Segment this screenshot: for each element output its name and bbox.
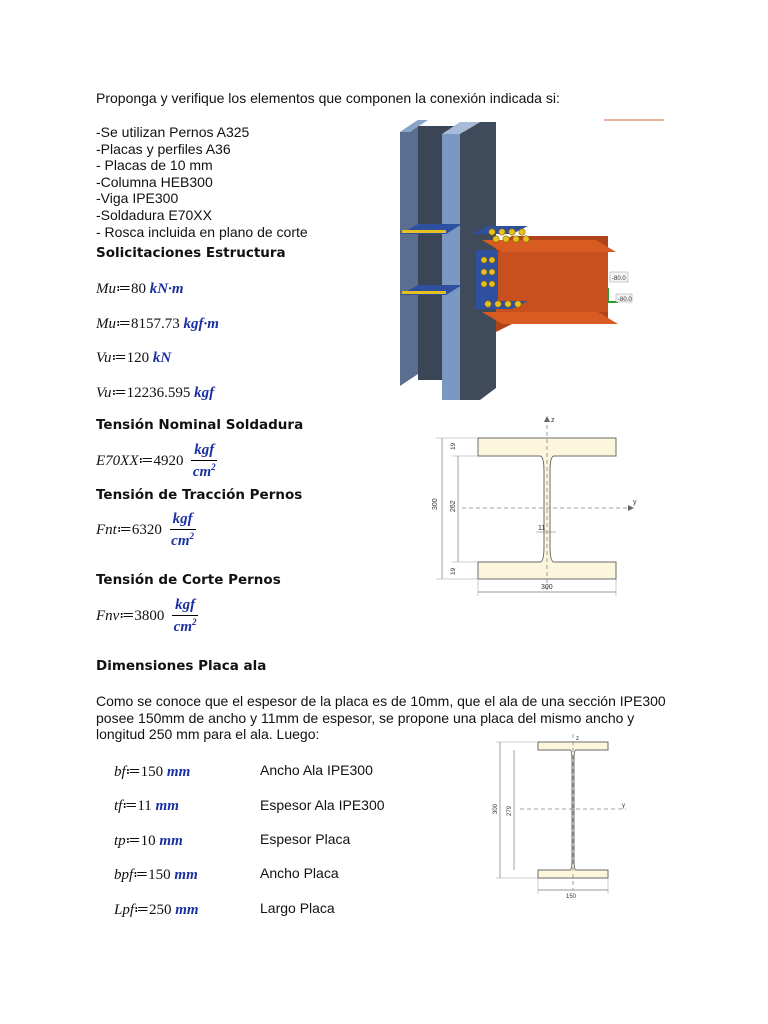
- z-axis-arrow-icon: [544, 416, 550, 422]
- condition-item: - Placas de 10 mm: [96, 157, 213, 174]
- ipe300-section-drawing: [490, 734, 636, 906]
- ipe-z-axis-label: z: [576, 736, 579, 742]
- condition-item: -Se utilizan Pernos A325: [96, 124, 250, 140]
- dim-tf-desc: Espesor Ala IPE300: [260, 797, 385, 813]
- beam-top-flange: [482, 240, 616, 252]
- ipe-height-label: 300: [493, 803, 499, 814]
- condition-item: -Viga IPE300: [96, 190, 179, 207]
- heb-web-height-label: 262: [450, 500, 457, 512]
- dim-lpf-desc: Largo Placa: [260, 900, 335, 916]
- heading-corte-pernos: Tensión de Corte Pernos: [96, 572, 281, 588]
- weld-bottom: [402, 291, 446, 294]
- condition-item: -Soldadura E70XX: [96, 206, 212, 223]
- dim-bpf: bpf≔150 mm: [114, 867, 198, 883]
- tag-label-1: -80.0: [612, 276, 626, 282]
- y-axis-label: y: [633, 499, 637, 506]
- column-front-flange-face: [442, 134, 460, 400]
- equation-vu-kgf: Vu≔12236.595 kgf: [96, 385, 215, 401]
- ipe-web-height-label: 279: [507, 805, 513, 816]
- heb300-section-drawing: [422, 412, 644, 602]
- dim-tp-desc: Espesor Placa: [260, 831, 351, 847]
- dim-bf-desc: Ancho Ala IPE300: [260, 762, 373, 778]
- tag-label-2: -80.0: [618, 297, 632, 303]
- heading-tension-soldadura: Tensión Nominal Soldadura: [96, 417, 304, 433]
- heb-web-thickness-label: 11: [538, 525, 546, 532]
- intro-text: Proponga y verifique los elementos que componen la conexión indicada si:: [96, 90, 560, 106]
- heb-width-label: 300: [541, 584, 553, 591]
- heading-placa-ala: Dimensiones Placa ala: [96, 658, 267, 674]
- equation-mu-kgf: Mu≔8157.73 kgf·m: [96, 316, 219, 332]
- heb-profile: [478, 438, 616, 579]
- condition-item: -Columna HEB300: [96, 173, 213, 190]
- equation-vu-kn: Vu≔120 kN: [96, 350, 172, 366]
- ipe-width-label: 150: [566, 894, 577, 900]
- heading-solicitaciones: Solicitaciones Estructura: [96, 245, 286, 261]
- equation-mu-kn: Mu≔80 kN·m: [96, 281, 184, 297]
- heading-traccion-pernos: Tensión de Tracción Pernos: [96, 487, 303, 503]
- dim-lpf: Lpf≔250 mm: [114, 902, 199, 918]
- equation-fnv: Fnv≔3800 $\frac{\text{kgf}}{cm^2}$: [96, 597, 197, 635]
- dim-tp: tp≔10 mm: [114, 833, 183, 849]
- heb-height-label: 300: [432, 498, 439, 510]
- condition-item: -Placas y perfiles A36: [96, 140, 231, 157]
- dim-bpf-desc: Ancho Placa: [260, 865, 339, 881]
- z-axis-label: z: [551, 417, 555, 424]
- paragraph-placa: Como se conoce que el espesor de la placa es de 10mm, que el ala de una sección IPE300 posee 150mm de ancho y 11mm de espesor, se propone una placa del mismo ancho y longitud 250 mm para el ala. Luego:: [96, 693, 666, 742]
- equation-e70xx: E70XX≔4920 $\frac{\text{kgf}}{cm^2}$: [96, 442, 216, 480]
- heb-flange-top-label: 19: [450, 442, 457, 450]
- weld-top: [402, 230, 446, 233]
- dim-tf: tf≔11 mm: [114, 798, 179, 814]
- equation-fnt: Fnt≔6320 $\frac{\text{kgf}}{cm^2}$: [96, 511, 194, 549]
- beam-bottom-flange: [482, 312, 618, 324]
- ipe-y-axis-label: y: [622, 803, 625, 809]
- dim-bf: bf≔150 mm: [114, 764, 191, 780]
- condition-item: - Rosca incluida en plano de corte: [96, 223, 308, 240]
- column-back-flange-side: [400, 120, 418, 386]
- conditions-list: [96, 124, 308, 240]
- heb-flange-bottom-label: 19: [450, 567, 457, 575]
- connection-3d-illustration: [372, 112, 668, 402]
